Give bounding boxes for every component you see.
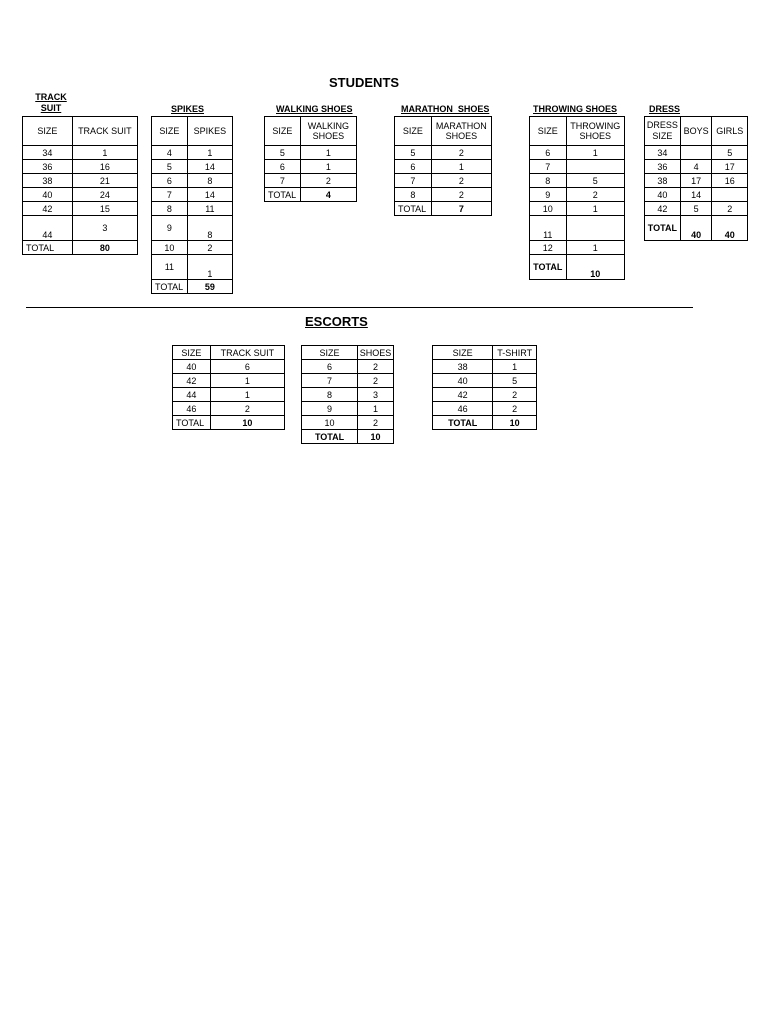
table-row bbox=[395, 188, 492, 202]
qty-cell: 2 bbox=[300, 174, 356, 188]
header-size: SIZE bbox=[265, 117, 301, 146]
boys-cell: 4 bbox=[680, 160, 712, 174]
table-row bbox=[173, 388, 285, 402]
escorts-track-suit-table bbox=[172, 345, 285, 430]
table-row bbox=[23, 202, 138, 216]
qty-cell: 2 bbox=[358, 360, 394, 374]
table-row bbox=[302, 416, 394, 430]
track-suit-caption-line1: TRACK bbox=[35, 92, 67, 102]
escorts-shoes-table bbox=[301, 345, 394, 444]
header-track-suit: TRACK SUIT bbox=[210, 346, 284, 360]
total-value: 10 bbox=[358, 430, 394, 444]
dress-caption: DRESS bbox=[649, 104, 681, 114]
table-row bbox=[152, 188, 233, 202]
qty-cell: 1 bbox=[300, 160, 356, 174]
header-track-suit: TRACK SUIT bbox=[72, 117, 137, 146]
girls-cell bbox=[712, 188, 748, 202]
table-row bbox=[23, 216, 138, 241]
table-row bbox=[23, 146, 138, 160]
table-row bbox=[152, 216, 233, 241]
table-row bbox=[23, 174, 138, 188]
table-row bbox=[645, 202, 748, 216]
qty-cell: 1 bbox=[431, 160, 491, 174]
header-size: SIZE bbox=[152, 117, 188, 146]
size-cell: 7 bbox=[395, 174, 432, 188]
size-cell: 10 bbox=[152, 241, 188, 255]
qty-cell: 15 bbox=[72, 202, 137, 216]
header-size: SIZE bbox=[530, 117, 567, 146]
total-label: TOTAL bbox=[433, 416, 493, 430]
qty-cell: 5 bbox=[493, 374, 537, 388]
table-total-row bbox=[265, 188, 357, 202]
qty-cell: 5 bbox=[566, 174, 624, 188]
table-row bbox=[152, 255, 233, 280]
qty-cell: 21 bbox=[72, 174, 137, 188]
size-cell: 42 bbox=[23, 202, 73, 216]
size-cell: 46 bbox=[433, 402, 493, 416]
total-label: TOTAL bbox=[302, 430, 358, 444]
marathon-shoes-caption: MARATHON SHOES bbox=[401, 104, 490, 114]
table-total-row bbox=[433, 416, 537, 430]
size-cell: 6 bbox=[302, 360, 358, 374]
header-shoes: SHOES bbox=[358, 346, 394, 360]
table-header-row bbox=[302, 346, 394, 360]
total-value: 59 bbox=[187, 280, 232, 294]
header-spikes: SPIKES bbox=[187, 117, 232, 146]
table-row bbox=[530, 188, 625, 202]
total-value: 4 bbox=[300, 188, 356, 202]
table-row bbox=[23, 160, 138, 174]
size-cell: 9 bbox=[530, 188, 567, 202]
girls-cell: 16 bbox=[712, 174, 748, 188]
size-cell: 4 bbox=[152, 146, 188, 160]
size-cell: 6 bbox=[395, 160, 432, 174]
table-row bbox=[530, 241, 625, 255]
table-row bbox=[173, 402, 285, 416]
qty-cell: 14 bbox=[187, 188, 232, 202]
girls-cell: 2 bbox=[712, 202, 748, 216]
table-row bbox=[152, 174, 233, 188]
total-value: 80 bbox=[72, 241, 137, 255]
section-divider bbox=[26, 307, 693, 308]
size-cell: 40 bbox=[645, 188, 681, 202]
qty-cell: 2 bbox=[493, 388, 537, 402]
qty-cell: 2 bbox=[493, 402, 537, 416]
header-boys: BOYS bbox=[680, 117, 712, 146]
girls-total: 40 bbox=[712, 216, 748, 241]
table-row bbox=[302, 360, 394, 374]
size-cell: 42 bbox=[173, 374, 211, 388]
size-cell: 9 bbox=[152, 216, 188, 241]
qty-cell: 2 bbox=[358, 416, 394, 430]
table-row bbox=[433, 374, 537, 388]
table-row bbox=[152, 202, 233, 216]
size-cell: 6 bbox=[152, 174, 188, 188]
qty-cell: 1 bbox=[210, 374, 284, 388]
total-value: 10 bbox=[210, 416, 284, 430]
table-row bbox=[395, 174, 492, 188]
table-row bbox=[530, 160, 625, 174]
qty-cell: 1 bbox=[566, 146, 624, 160]
size-cell: 46 bbox=[173, 402, 211, 416]
header-walking-shoes: WALKING SHOES bbox=[300, 117, 356, 146]
table-header-row bbox=[645, 117, 748, 146]
table-total-row bbox=[23, 241, 138, 255]
size-cell: 11 bbox=[152, 255, 188, 280]
table-row bbox=[173, 374, 285, 388]
qty-cell: 11 bbox=[187, 202, 232, 216]
table-header-row bbox=[530, 117, 625, 146]
table-header-row bbox=[173, 346, 285, 360]
track-suit-caption-line2: SUIT bbox=[40, 103, 62, 113]
qty-cell: 14 bbox=[187, 160, 232, 174]
size-cell: 7 bbox=[152, 188, 188, 202]
walking-shoes-table bbox=[264, 116, 357, 202]
table-row bbox=[433, 388, 537, 402]
table-row bbox=[265, 160, 357, 174]
boys-cell: 5 bbox=[680, 202, 712, 216]
size-cell: 7 bbox=[302, 374, 358, 388]
boys-total: 40 bbox=[680, 216, 712, 241]
size-cell: 11 bbox=[530, 216, 567, 241]
size-cell: 38 bbox=[433, 360, 493, 374]
table-row bbox=[23, 188, 138, 202]
marathon-shoes-table bbox=[394, 116, 492, 216]
boys-cell: 17 bbox=[680, 174, 712, 188]
throwing-shoes-caption: THROWING SHOES bbox=[533, 104, 618, 114]
qty-cell: 1 bbox=[493, 360, 537, 374]
table-row bbox=[395, 146, 492, 160]
table-row bbox=[152, 146, 233, 160]
qty-cell: 1 bbox=[566, 241, 624, 255]
escorts-title: ESCORTS bbox=[305, 314, 368, 329]
total-label: TOTAL bbox=[152, 280, 188, 294]
spikes-table bbox=[151, 116, 233, 294]
track-suit-caption bbox=[33, 92, 69, 114]
header-tshirt: T-SHIRT bbox=[493, 346, 537, 360]
table-total-row bbox=[152, 280, 233, 294]
size-cell: 34 bbox=[645, 146, 681, 160]
qty-cell: 16 bbox=[72, 160, 137, 174]
total-value: 7 bbox=[431, 202, 491, 216]
table-total-row bbox=[530, 255, 625, 280]
table-row bbox=[265, 174, 357, 188]
header-marathon-shoes: MARATHON SHOES bbox=[431, 117, 491, 146]
qty-cell: 2 bbox=[431, 146, 491, 160]
qty-cell: 24 bbox=[72, 188, 137, 202]
qty-cell: 2 bbox=[431, 174, 491, 188]
escorts-tshirt-table bbox=[432, 345, 537, 430]
table-row bbox=[645, 188, 748, 202]
size-cell: 40 bbox=[23, 188, 73, 202]
qty-cell: 1 bbox=[210, 388, 284, 402]
qty-cell: 3 bbox=[72, 216, 137, 241]
table-row bbox=[645, 160, 748, 174]
qty-cell: 2 bbox=[187, 241, 232, 255]
qty-cell: 1 bbox=[187, 255, 232, 280]
size-cell: 44 bbox=[23, 216, 73, 241]
total-label: TOTAL bbox=[530, 255, 567, 280]
header-size: SIZE bbox=[395, 117, 432, 146]
qty-cell: 1 bbox=[187, 146, 232, 160]
qty-cell: 3 bbox=[358, 388, 394, 402]
qty-cell bbox=[566, 216, 624, 241]
qty-cell: 6 bbox=[210, 360, 284, 374]
spikes-caption: SPIKES bbox=[171, 104, 205, 114]
header-throwing-shoes: THROWING SHOES bbox=[566, 117, 624, 146]
size-cell: 36 bbox=[23, 160, 73, 174]
total-label: TOTAL bbox=[23, 241, 73, 255]
qty-cell: 2 bbox=[566, 188, 624, 202]
size-cell: 5 bbox=[395, 146, 432, 160]
qty-cell: 8 bbox=[187, 216, 232, 241]
size-cell: 9 bbox=[302, 402, 358, 416]
total-label: TOTAL bbox=[645, 216, 681, 241]
table-row bbox=[152, 160, 233, 174]
table-header-row bbox=[433, 346, 537, 360]
table-row bbox=[152, 241, 233, 255]
table-row bbox=[645, 146, 748, 160]
size-cell: 6 bbox=[530, 146, 567, 160]
size-cell: 5 bbox=[152, 160, 188, 174]
size-cell: 10 bbox=[302, 416, 358, 430]
size-cell: 40 bbox=[173, 360, 211, 374]
size-cell: 8 bbox=[530, 174, 567, 188]
throwing-shoes-table bbox=[529, 116, 625, 280]
size-cell: 34 bbox=[23, 146, 73, 160]
size-cell: 6 bbox=[265, 160, 301, 174]
students-title: STUDENTS bbox=[329, 75, 400, 90]
qty-cell: 1 bbox=[300, 146, 356, 160]
size-cell: 12 bbox=[530, 241, 567, 255]
total-value: 10 bbox=[566, 255, 624, 280]
size-cell: 5 bbox=[265, 146, 301, 160]
table-header-row bbox=[395, 117, 492, 146]
table-header-row bbox=[265, 117, 357, 146]
total-label: TOTAL bbox=[173, 416, 211, 430]
qty-cell: 2 bbox=[358, 374, 394, 388]
header-girls: GIRLS bbox=[712, 117, 748, 146]
walking-shoes-caption: WALKING SHOES bbox=[276, 104, 353, 114]
girls-cell: 5 bbox=[712, 146, 748, 160]
size-cell: 10 bbox=[530, 202, 567, 216]
table-row bbox=[433, 402, 537, 416]
table-row bbox=[530, 146, 625, 160]
size-cell: 44 bbox=[173, 388, 211, 402]
size-cell: 7 bbox=[530, 160, 567, 174]
header-size: SIZE bbox=[173, 346, 211, 360]
qty-cell: 1 bbox=[72, 146, 137, 160]
header-dress-size: DRESS SIZE bbox=[645, 117, 681, 146]
boys-cell: 14 bbox=[680, 188, 712, 202]
table-row bbox=[530, 174, 625, 188]
qty-cell: 2 bbox=[431, 188, 491, 202]
total-value: 10 bbox=[493, 416, 537, 430]
size-cell: 8 bbox=[395, 188, 432, 202]
size-cell: 8 bbox=[302, 388, 358, 402]
total-label: TOTAL bbox=[395, 202, 432, 216]
table-row bbox=[173, 360, 285, 374]
table-row bbox=[302, 402, 394, 416]
dress-table bbox=[644, 116, 748, 241]
table-row bbox=[530, 216, 625, 241]
total-label: TOTAL bbox=[265, 188, 301, 202]
table-total-row bbox=[173, 416, 285, 430]
table-header-row bbox=[23, 117, 138, 146]
qty-cell: 1 bbox=[358, 402, 394, 416]
size-cell: 42 bbox=[433, 388, 493, 402]
size-cell: 40 bbox=[433, 374, 493, 388]
table-row bbox=[530, 202, 625, 216]
size-cell: 7 bbox=[265, 174, 301, 188]
table-total-row bbox=[645, 216, 748, 241]
size-cell: 42 bbox=[645, 202, 681, 216]
size-cell: 36 bbox=[645, 160, 681, 174]
table-header-row bbox=[152, 117, 233, 146]
header-size: SIZE bbox=[302, 346, 358, 360]
table-row bbox=[265, 146, 357, 160]
table-total-row bbox=[302, 430, 394, 444]
qty-cell: 8 bbox=[187, 174, 232, 188]
size-cell: 8 bbox=[152, 202, 188, 216]
header-size: SIZE bbox=[433, 346, 493, 360]
qty-cell: 2 bbox=[210, 402, 284, 416]
girls-cell: 17 bbox=[712, 160, 748, 174]
size-cell: 38 bbox=[23, 174, 73, 188]
table-total-row bbox=[395, 202, 492, 216]
boys-cell bbox=[680, 146, 712, 160]
table-row bbox=[302, 388, 394, 402]
table-row bbox=[433, 360, 537, 374]
track-suit-table bbox=[22, 116, 138, 255]
qty-cell bbox=[566, 160, 624, 174]
table-row bbox=[395, 160, 492, 174]
table-row bbox=[302, 374, 394, 388]
size-cell: 38 bbox=[645, 174, 681, 188]
table-row bbox=[645, 174, 748, 188]
qty-cell: 1 bbox=[566, 202, 624, 216]
header-size: SIZE bbox=[23, 117, 73, 146]
